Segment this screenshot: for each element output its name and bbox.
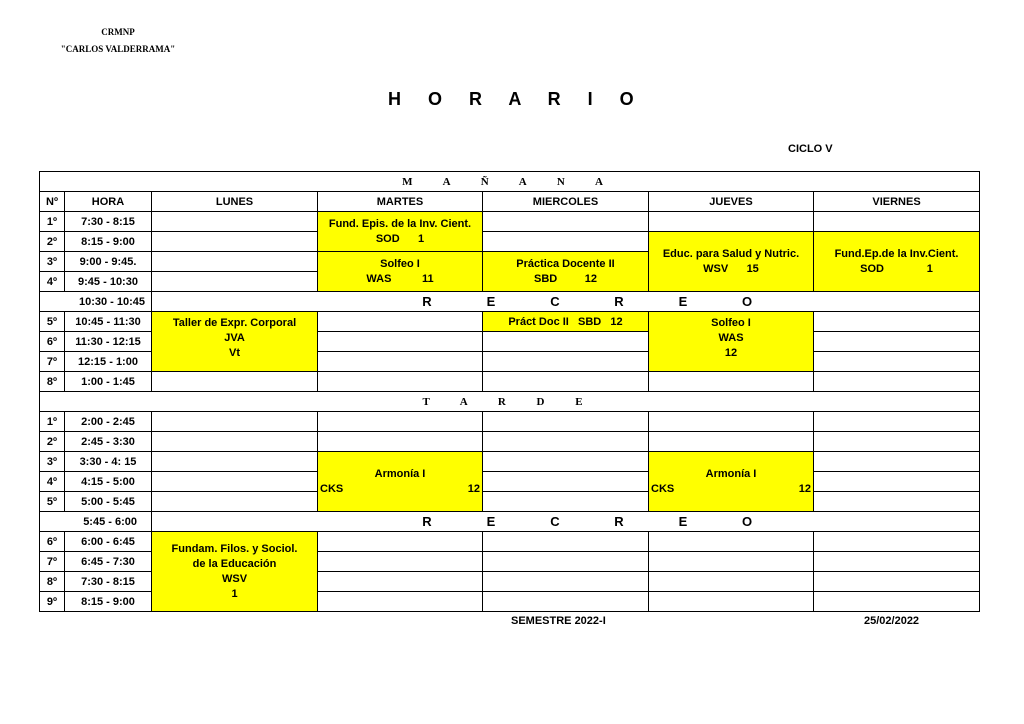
period-number: 2º (40, 432, 65, 452)
course-cell (649, 452, 814, 512)
empty-cell (483, 232, 649, 252)
period-time: 8:15 - 9:00 (65, 232, 152, 252)
empty-cell (152, 372, 318, 392)
course-cell (649, 232, 814, 292)
course-cell (318, 252, 483, 292)
morning-section-label: M A Ñ A N A (40, 172, 980, 192)
course-cell (483, 312, 649, 332)
course-cell (814, 232, 980, 292)
course-name: Fund. Epis. de la Inv. Cient. (328, 217, 472, 230)
empty-cell (814, 592, 980, 612)
empty-cell (649, 412, 814, 432)
empty-cell (814, 412, 980, 432)
period-number: 9º (40, 592, 65, 612)
empty-cell (814, 552, 980, 572)
period-number: 7º (40, 352, 65, 372)
period-number: 4º (40, 472, 65, 492)
empty-cell (318, 432, 483, 452)
recess-letter: E (678, 514, 688, 529)
empty-cell (483, 572, 649, 592)
table-row (40, 472, 980, 492)
empty-cell (318, 332, 483, 352)
recess-letter: O (741, 514, 753, 529)
course-name: Fund.Ep.de la Inv.Cient. (834, 247, 959, 260)
empty-cell (152, 492, 318, 512)
table-row (40, 452, 980, 472)
course-teacher: CKS (651, 482, 675, 495)
period-number: 1º (40, 412, 65, 432)
empty-cell (483, 452, 649, 472)
empty-cell (814, 532, 980, 552)
period-time: 9:45 - 10:30 (65, 272, 152, 292)
empty-cell (152, 452, 318, 472)
period-number: 8º (40, 372, 65, 392)
recess-row (40, 292, 980, 312)
empty-cell (814, 332, 980, 352)
empty-cell (318, 412, 483, 432)
course-code: WSV 15 (703, 262, 759, 275)
course-name: Solfeo I (711, 317, 751, 329)
table-row (40, 412, 980, 432)
course-cell (152, 312, 318, 372)
period-number: 5º (40, 492, 65, 512)
course-name: Armonía I (374, 467, 426, 480)
course-teacher: JVA (224, 332, 245, 344)
recess-letter: R (614, 514, 624, 529)
course-name: Práct Doc II SBD 12 (508, 315, 623, 328)
empty-cell (649, 572, 814, 592)
empty-cell (814, 492, 980, 512)
empty-cell (152, 472, 318, 492)
empty-cell (318, 352, 483, 372)
empty-cell (152, 212, 318, 232)
empty-cell (483, 492, 649, 512)
course-note: Vt (229, 347, 240, 359)
table-row (40, 432, 980, 452)
period-number: 3º (40, 252, 65, 272)
empty-cell (152, 232, 318, 252)
course-code: SOD 1 (860, 262, 933, 275)
course-code: WAS 11 (366, 272, 434, 285)
course-cell (318, 452, 483, 512)
course-name: Práctica Docente II (516, 257, 615, 270)
course-name: Taller de Expr. Corporal (172, 317, 297, 329)
institution-acronym: CRMNP (101, 27, 135, 37)
course-room: 12 (798, 482, 811, 495)
empty-cell (483, 212, 649, 232)
course-name: Fundam. Filos. y Sociol. (171, 542, 298, 555)
recess-cell (152, 512, 980, 532)
empty-cell (483, 372, 649, 392)
period-time: 1:00 - 1:45 (65, 372, 152, 392)
empty-cell (483, 352, 649, 372)
empty-cell (814, 312, 980, 332)
period-time: 5:00 - 5:45 (65, 492, 152, 512)
period-number: 5º (40, 312, 65, 332)
course-cell (649, 312, 814, 372)
empty-cell (649, 592, 814, 612)
recess-letter: E (678, 294, 688, 309)
period-time: 10:45 - 11:30 (65, 312, 152, 332)
period-time: 6:00 - 6:45 (65, 532, 152, 552)
period-time: 7:30 - 8:15 (65, 572, 152, 592)
recess-letter: R (614, 294, 624, 309)
empty-cell (483, 412, 649, 432)
page-title: H O R A R I O (388, 89, 645, 109)
recess-letter: E (486, 294, 496, 309)
col-header: MIERCOLES (483, 192, 649, 212)
empty-cell (649, 432, 814, 452)
empty-cell (649, 212, 814, 232)
table-row (40, 492, 980, 512)
afternoon-section-label: T A R D E (40, 392, 980, 412)
period-number: 4º (40, 272, 65, 292)
period-time: 7:30 - 8:15 (65, 212, 152, 232)
col-header: JUEVES (649, 192, 814, 212)
col-header: LUNES (152, 192, 318, 212)
recess-letter: C (550, 514, 560, 529)
course-code: SOD 1 (375, 232, 425, 245)
period-time: 9:00 - 9:45. (65, 252, 152, 272)
course-room: 1 (231, 587, 238, 600)
period-time: 11:30 - 12:15 (65, 332, 152, 352)
cycle-label: CICLO V (788, 143, 833, 155)
empty-cell (649, 532, 814, 552)
period-time: 10:30 - 10:45 (40, 292, 152, 312)
course-name: Educ. para Salud y Nutric. (662, 247, 800, 260)
empty-cell (152, 432, 318, 452)
course-name-cont: de la Educación (192, 557, 277, 570)
empty-cell (318, 552, 483, 572)
course-teacher: WSV (221, 572, 248, 585)
period-number: 6º (40, 332, 65, 352)
table-row (40, 232, 980, 252)
col-header: VIERNES (814, 192, 980, 212)
period-time: 8:15 - 9:00 (65, 592, 152, 612)
empty-cell (814, 452, 980, 472)
period-number: 1º (40, 212, 65, 232)
course-teacher: WAS (718, 332, 744, 344)
period-number: 8º (40, 572, 65, 592)
period-number: 3º (40, 452, 65, 472)
empty-cell (814, 432, 980, 452)
period-time: 5:45 - 6:00 (40, 512, 152, 532)
recess-row (40, 512, 980, 532)
empty-cell (483, 532, 649, 552)
period-time: 2:45 - 3:30 (65, 432, 152, 452)
recess-letter: E (486, 514, 496, 529)
recess-letter: C (550, 294, 560, 309)
empty-cell (814, 352, 980, 372)
period-number: 7º (40, 552, 65, 572)
table-row (40, 532, 980, 552)
empty-cell (483, 432, 649, 452)
course-cell (483, 252, 649, 292)
table-row (40, 372, 980, 392)
table-row (40, 212, 980, 232)
empty-cell (814, 212, 980, 232)
course-room: 12 (467, 482, 480, 495)
header-row (40, 192, 980, 212)
semester-label: SEMESTRE 2022-I (511, 615, 606, 627)
period-number: 6º (40, 532, 65, 552)
course-code: SBD 12 (534, 272, 597, 285)
empty-cell (483, 472, 649, 492)
table-row (40, 312, 980, 332)
col-header: HORA (65, 192, 152, 212)
recess-letter: R (422, 294, 432, 309)
schedule-table (39, 171, 980, 612)
empty-cell (814, 572, 980, 592)
period-number: 2º (40, 232, 65, 252)
course-room: 12 (724, 347, 738, 359)
period-time: 6:45 - 7:30 (65, 552, 152, 572)
empty-cell (814, 372, 980, 392)
institution-name: "CARLOS VALDERRAMA" (60, 44, 176, 54)
col-header: MARTES (318, 192, 483, 212)
col-header: Nº (40, 192, 65, 212)
empty-cell (152, 252, 318, 272)
empty-cell (318, 572, 483, 592)
empty-cell (318, 312, 483, 332)
course-name: Armonía I (705, 467, 757, 480)
recess-letter: R (422, 514, 432, 529)
course-cell (152, 532, 318, 612)
empty-cell (814, 472, 980, 492)
empty-cell (318, 372, 483, 392)
recess-letter: O (741, 294, 753, 309)
date-label: 25/02/2022 (864, 615, 920, 627)
empty-cell (649, 552, 814, 572)
recess-cell (152, 292, 980, 312)
empty-cell (483, 552, 649, 572)
period-time: 12:15 - 1:00 (65, 352, 152, 372)
period-time: 4:15 - 5:00 (65, 472, 152, 492)
period-time: 3:30 - 4: 15 (65, 452, 152, 472)
course-teacher: CKS (320, 482, 344, 495)
empty-cell (318, 532, 483, 552)
empty-cell (152, 412, 318, 432)
course-cell (318, 212, 483, 252)
empty-cell (318, 592, 483, 612)
period-time: 2:00 - 2:45 (65, 412, 152, 432)
empty-cell (483, 592, 649, 612)
empty-cell (649, 372, 814, 392)
empty-cell (152, 272, 318, 292)
empty-cell (483, 332, 649, 352)
course-name: Solfeo I (380, 257, 420, 270)
